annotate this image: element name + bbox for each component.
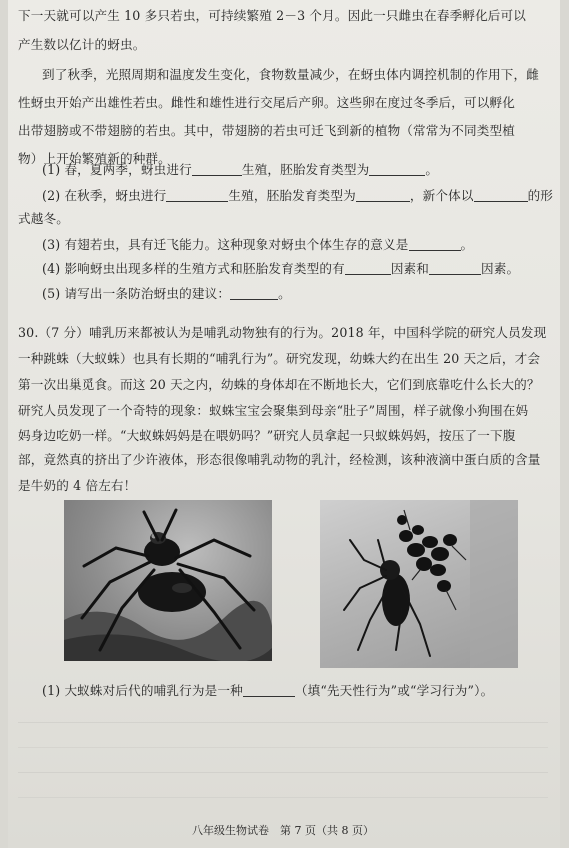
answer-blank[interactable] [474,189,528,202]
passage-29-line-2: 产生数以亿计的蚜虫。 [18,37,146,52]
answer-blank[interactable] [243,684,295,697]
question-29-4: (4) 影响蚜虫出现多样的生殖方式和胚胎发育类型的有 因素和 因素。 [42,261,520,276]
passage-30-line-2: 一种跳蛛（大蚁蛛）也具有长期的“哺乳行为”。研究发现，幼蛛大约在出生 20 天之后，才会 [18,351,541,366]
answer-blank[interactable] [166,189,228,202]
page-footer: 八年级生物试卷 第 7 页（共 8 页） [192,824,374,837]
passage-30-line-7: 是牛奶的 4 倍左右！ [18,478,137,493]
mother-and-spiderlings-photo [320,500,518,668]
exam-page [8,0,560,848]
passage-30-line-6: 部，竟然真的挤出了少许液体，形态很像哺乳动物的乳汁，经检测，该种液滴中蛋白质的含量 [18,452,541,467]
question-29-5: (5) 请写出一条防治蚜虫的建议： 。 [42,286,291,301]
passage-29-line-1: 下一天就可以产生 10 多只若虫，可持续繁殖 2－3 个月。因此一只雌虫在春季孵化后可以 [18,8,527,23]
answer-blank[interactable] [230,287,278,300]
ant-spider-photo [64,500,272,661]
ant-spider-illustration [64,500,272,661]
passage-30-line-1: 30.（7 分）哺乳历来都被认为是哺乳动物独有的行为。2018 年，中国科学院的研究人员发现 [18,325,547,340]
show-through-area [18,712,548,812]
passage-30-line-4: 研究人员发现了一个奇特的现象：蚁蛛宝宝会聚集到母亲“肚子”周围，样子就像小狗围在妈 [18,403,529,418]
answer-blank[interactable] [345,262,391,275]
question-30-1: (1) 大蚁蛛对后代的哺乳行为是一种 （填“先天性行为”或“学习行为”）。 [42,683,494,698]
passage-29-line-4: 性蚜虫开始产出雄性若虫。雌性和雄性进行交尾后产卵。这些卵在度过冬季后，可以孵化 [18,95,516,110]
passage-29-line-5: 出带翅膀或不带翅膀的若虫。其中，带翅膀的若虫可迁飞到新的植物（常常为不同类型植 [18,123,516,138]
passage-29-line-3: 到了秋季，光照周期和温度发生变化，食物数量减少，在蚜虫体内调控机制的作用下，雌 [42,67,540,82]
question-29-2: (2) 在秋季，蚜虫进行 生殖，胚胎发育类型为 ，新个体以 的形 [42,188,554,203]
answer-blank[interactable] [192,163,242,176]
passage-29-line-6: 物）上开始繁殖新的种群。 [18,151,171,166]
answer-blank[interactable] [356,189,410,202]
passage-30-line-3: 第一次出巢觅食。而这 20 天之内，幼蛛的身体却在不断地长大，它们到底靠吃什么长大的？ [18,377,540,392]
spiderlings-illustration [320,500,518,668]
answer-blank[interactable] [369,163,425,176]
answer-blank[interactable] [409,238,461,251]
question-29-1: (1) 春，夏两季，蚜虫进行 生殖，胚胎发育类型为 。 [42,162,439,177]
answer-blank[interactable] [429,262,481,275]
passage-30-line-5: 妈身边吃奶一样。“大蚁蛛妈妈是在喂奶吗？”研究人员拿起一只蚁蛛妈妈，按压了一下腹 [18,428,516,443]
question-29-2-cont: 式越冬。 [18,211,69,226]
question-29-3: (3) 有翅若虫，具有迁飞能力。这种现象对蚜虫个体生存的意义是 。 [42,237,474,252]
